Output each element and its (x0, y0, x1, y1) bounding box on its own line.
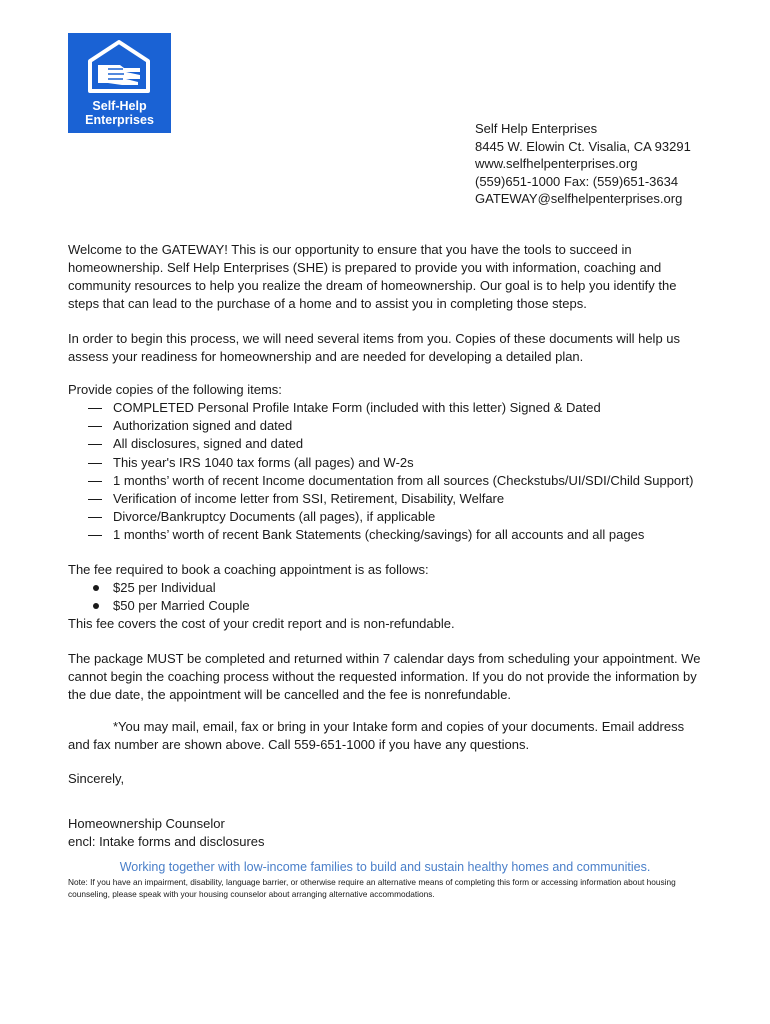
house-hand-icon (68, 33, 171, 99)
list-item: Authorization signed and dated (68, 417, 708, 435)
street-address: 8445 W. Elowin Ct. Visalia, CA 93291 (475, 138, 691, 154)
logo-line-2: Enterprises (85, 113, 154, 127)
list-item: 1 months’ worth of recent Bank Statements (checking/savings) for all accounts and all pages (68, 526, 708, 544)
fee-intro: The fee required to book a coaching appointment is as follows: (68, 562, 429, 577)
logo-line-1: Self-Help (92, 99, 147, 113)
list-item: COMPLETED Personal Profile Intake Form (included with this letter) Signed & Dated (68, 399, 708, 417)
dash-icon (88, 535, 102, 536)
fee-section (68, 561, 708, 633)
provide-intro: Provide copies of the following items: (68, 382, 282, 397)
dash-icon (88, 463, 102, 464)
bullet-icon (93, 603, 99, 609)
list-item: All disclosures, signed and dated (68, 435, 708, 453)
mail-paragraph: *You may mail, email, fax or bring in your Intake form and copies of your documents. Email address and fax number are shown above. Call 559-651-1000 if you have any questions. (68, 719, 685, 752)
dash-icon (88, 426, 102, 427)
phone-fax: (559)651-1000 Fax: (559)651-3634 (475, 173, 679, 189)
enclosures: encl: Intake forms and disclosures (68, 834, 265, 849)
list-item: $25 per Individual (68, 579, 708, 597)
accessibility-note: Note: If you have an impairment, disability, language barrier, or otherwise require an alternative means of completing this form or accessing information about housing counseling, please speak with your housing counselor about arranging alternative accommodations. (68, 877, 676, 899)
self-help-enterprises-logo (68, 33, 171, 133)
dash-icon (88, 517, 102, 518)
required-items-list (68, 399, 708, 545)
website-link[interactable]: www.selfhelpenterprises.org (475, 156, 638, 171)
required-items-section (68, 381, 708, 545)
dash-icon (88, 481, 102, 482)
bullet-icon (93, 585, 99, 591)
list-item: $50 per Married Couple (68, 597, 708, 615)
counselor-title: Homeownership Counselor (68, 816, 225, 831)
fee-list (68, 579, 708, 615)
org-name: Self Help Enterprises (475, 121, 598, 136)
dash-icon (88, 444, 102, 445)
list-item: Verification of income letter from SSI, Retirement, Disability, Welfare (68, 490, 708, 508)
closing: Sincerely, (68, 771, 125, 786)
footer-tagline: Working together with low-income families to build and sustain healthy homes and communities. (119, 860, 651, 874)
email-link[interactable]: GATEWAY@selfhelpenterprises.org (475, 191, 683, 206)
list-item: Divorce/Bankruptcy Documents (all pages), if applicable (68, 508, 708, 526)
list-item: 1 months’ worth of recent Income documentation from all sources (Checkstubs/UI/SDI/Child Support) (68, 472, 708, 490)
signature-block (68, 815, 708, 851)
letterhead-address (475, 120, 691, 208)
list-item: This year's IRS 1040 tax forms (all pages) and W-2s (68, 454, 708, 472)
order-paragraph: In order to begin this process, we will need several items from you. Copies of these documents will help us assess your readiness for homeownership and are needed for developing a detailed plan. (68, 331, 681, 364)
dash-icon (88, 408, 102, 409)
dash-icon (88, 499, 102, 500)
package-paragraph: The package MUST be completed and returned within 7 calendar days from scheduling your appointment. We cannot begin the coaching process without the requested information. If you do not provide the information by the due date, the appointment will be cancelled and the fee is nonrefundable. (68, 651, 701, 702)
fee-note: This fee covers the cost of your credit report and is non-refundable. (68, 616, 455, 631)
welcome-paragraph: Welcome to the GATEWAY! This is our opportunity to ensure that you have the tools to succeed in homeownership. Self Help Enterprises (SHE) is prepared to provide you with information, coaching and community resources to help you realize the dream of homeownership. Our goal is to help you identify the steps that can lead to the purchase of a home and to assist you in completing those steps. (68, 242, 677, 311)
